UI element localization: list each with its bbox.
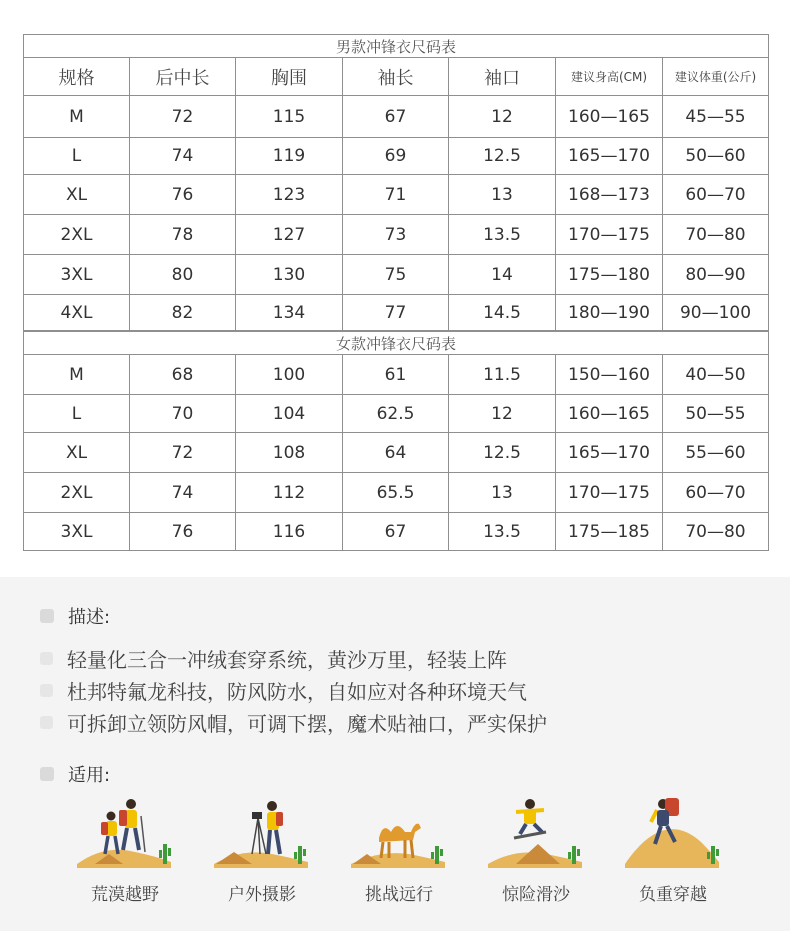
table-cell: 175—180 bbox=[556, 255, 663, 295]
usage-heading bbox=[40, 761, 110, 787]
table-cell: 13.5 bbox=[449, 513, 556, 551]
table-cell: 76 bbox=[130, 175, 236, 215]
table-cell: 67 bbox=[343, 96, 449, 138]
description-line-text: 杜邦特氟龙科技，防风防水，自如应对各种环境天气 bbox=[67, 680, 527, 704]
table-cell: 127 bbox=[236, 215, 343, 255]
description-heading bbox=[40, 603, 110, 629]
table-cell: 77 bbox=[343, 295, 449, 331]
table-cell: 78 bbox=[130, 215, 236, 255]
table-cell: 72 bbox=[130, 433, 236, 473]
table-row bbox=[24, 433, 769, 473]
table-cell: 13 bbox=[449, 175, 556, 215]
table-row bbox=[24, 175, 769, 215]
usage-label: 负重穿越 bbox=[639, 885, 707, 905]
usage-label: 挑战远行 bbox=[365, 885, 433, 905]
table-cell: 12 bbox=[449, 395, 556, 433]
table-cell: 50—60 bbox=[663, 138, 769, 175]
camel-icon bbox=[349, 792, 449, 872]
women-table-title: 女款冲锋衣尺码表 bbox=[24, 332, 769, 355]
table-cell: 12.5 bbox=[449, 433, 556, 473]
table-cell: 13 bbox=[449, 473, 556, 513]
table-cell: 73 bbox=[343, 215, 449, 255]
table-cell: 2XL bbox=[24, 473, 130, 513]
table-cell: 76 bbox=[130, 513, 236, 551]
usage-heading-text: 适用: bbox=[68, 765, 111, 786]
table-cell: 60—70 bbox=[663, 473, 769, 513]
table-row bbox=[24, 395, 769, 433]
table-cell: 71 bbox=[343, 175, 449, 215]
header-sleeve-length: 袖长 bbox=[343, 58, 449, 96]
table-cell: 67 bbox=[343, 513, 449, 551]
usage-item-long-journey bbox=[344, 792, 454, 905]
men-table-title: 男款冲锋衣尺码表 bbox=[24, 35, 769, 58]
table-row bbox=[24, 473, 769, 513]
table-cell: 112 bbox=[236, 473, 343, 513]
header-height: 建议身高(CM) bbox=[556, 58, 663, 96]
table-cell: 62.5 bbox=[343, 395, 449, 433]
table-cell: 80 bbox=[130, 255, 236, 295]
description-line bbox=[40, 708, 547, 737]
table-cell: 160—165 bbox=[556, 96, 663, 138]
table-cell: 70—80 bbox=[663, 215, 769, 255]
header-cuff: 袖口 bbox=[449, 58, 556, 96]
table-cell: 115 bbox=[236, 96, 343, 138]
table-cell: 70 bbox=[130, 395, 236, 433]
usage-item-desert-offroad bbox=[70, 792, 180, 905]
bullet-square-icon bbox=[40, 609, 54, 623]
table-title-row bbox=[24, 35, 769, 58]
table-cell: 165—170 bbox=[556, 433, 663, 473]
table-cell: 104 bbox=[236, 395, 343, 433]
header-chest: 胸围 bbox=[236, 58, 343, 96]
table-cell: 180—190 bbox=[556, 295, 663, 331]
table-cell: 60—70 bbox=[663, 175, 769, 215]
table-cell: M bbox=[24, 96, 130, 138]
table-cell: 130 bbox=[236, 255, 343, 295]
table-cell: 160—165 bbox=[556, 395, 663, 433]
table-cell: 55—60 bbox=[663, 433, 769, 473]
table-cell: 134 bbox=[236, 295, 343, 331]
bullet-square-icon bbox=[40, 652, 53, 665]
table-cell: XL bbox=[24, 175, 130, 215]
table-cell: 13.5 bbox=[449, 215, 556, 255]
bullet-square-icon bbox=[40, 716, 53, 729]
table-cell: 4XL bbox=[24, 295, 130, 331]
table-cell: 108 bbox=[236, 433, 343, 473]
table-cell: 64 bbox=[343, 433, 449, 473]
table-cell: 90—100 bbox=[663, 295, 769, 331]
table-cell: 70—80 bbox=[663, 513, 769, 551]
table-row bbox=[24, 138, 769, 175]
table-row bbox=[24, 355, 769, 395]
table-row bbox=[24, 215, 769, 255]
usage-icons-row bbox=[70, 792, 750, 912]
table-cell: 3XL bbox=[24, 513, 130, 551]
table-cell: 75 bbox=[343, 255, 449, 295]
table-cell: 3XL bbox=[24, 255, 130, 295]
table-cell: 14 bbox=[449, 255, 556, 295]
table-cell: XL bbox=[24, 433, 130, 473]
table-cell: 119 bbox=[236, 138, 343, 175]
table-cell: 74 bbox=[130, 473, 236, 513]
table-cell: 150—160 bbox=[556, 355, 663, 395]
table-header-row bbox=[24, 58, 769, 96]
table-cell: 82 bbox=[130, 295, 236, 331]
table-cell: 12 bbox=[449, 96, 556, 138]
description-line-text: 轻量化三合一冲绒套穿系统，黄沙万里，轻装上阵 bbox=[67, 648, 507, 672]
usage-item-sand-sliding bbox=[481, 792, 591, 905]
bullet-square-icon bbox=[40, 684, 53, 697]
table-row bbox=[24, 295, 769, 331]
table-cell: 168—173 bbox=[556, 175, 663, 215]
table-cell: 65.5 bbox=[343, 473, 449, 513]
table-cell: 2XL bbox=[24, 215, 130, 255]
table-row bbox=[24, 255, 769, 295]
table-cell: 61 bbox=[343, 355, 449, 395]
table-cell: 123 bbox=[236, 175, 343, 215]
description-heading-text: 描述: bbox=[68, 607, 111, 628]
hikers-icon bbox=[75, 792, 175, 872]
table-cell: 45—55 bbox=[663, 96, 769, 138]
usage-item-outdoor-photography bbox=[207, 792, 317, 905]
sandboarder-icon bbox=[486, 792, 586, 872]
usage-label: 惊险滑沙 bbox=[502, 885, 570, 905]
usage-label: 户外摄影 bbox=[228, 885, 296, 905]
header-weight: 建议体重(公斤) bbox=[663, 58, 769, 96]
bullet-square-icon bbox=[40, 767, 54, 781]
table-cell: 100 bbox=[236, 355, 343, 395]
table-cell: 12.5 bbox=[449, 138, 556, 175]
table-cell: 74 bbox=[130, 138, 236, 175]
description-line bbox=[40, 676, 527, 705]
table-cell: 175—185 bbox=[556, 513, 663, 551]
table-cell: M bbox=[24, 355, 130, 395]
usage-item-heavy-traverse bbox=[618, 792, 728, 905]
table-cell: 14.5 bbox=[449, 295, 556, 331]
women-size-table bbox=[23, 331, 769, 551]
table-cell: 170—175 bbox=[556, 215, 663, 255]
table-cell: 165—170 bbox=[556, 138, 663, 175]
table-cell: L bbox=[24, 138, 130, 175]
table-title-row bbox=[24, 332, 769, 355]
table-cell: 170—175 bbox=[556, 473, 663, 513]
header-back-length: 后中长 bbox=[130, 58, 236, 96]
table-cell: 72 bbox=[130, 96, 236, 138]
table-cell: L bbox=[24, 395, 130, 433]
table-cell: 69 bbox=[343, 138, 449, 175]
usage-label: 荒漠越野 bbox=[91, 885, 159, 905]
photographer-icon bbox=[212, 792, 312, 872]
table-cell: 50—55 bbox=[663, 395, 769, 433]
men-size-table bbox=[23, 34, 769, 331]
table-cell: 116 bbox=[236, 513, 343, 551]
backpacker-icon bbox=[623, 792, 723, 872]
table-row bbox=[24, 96, 769, 138]
description-line-text: 可拆卸立领防风帽，可调下摆，魔术贴袖口，严实保护 bbox=[67, 712, 547, 736]
table-row bbox=[24, 513, 769, 551]
table-cell: 11.5 bbox=[449, 355, 556, 395]
header-size: 规格 bbox=[24, 58, 130, 96]
table-cell: 80—90 bbox=[663, 255, 769, 295]
table-cell: 68 bbox=[130, 355, 236, 395]
table-cell: 40—50 bbox=[663, 355, 769, 395]
description-line bbox=[40, 644, 507, 673]
